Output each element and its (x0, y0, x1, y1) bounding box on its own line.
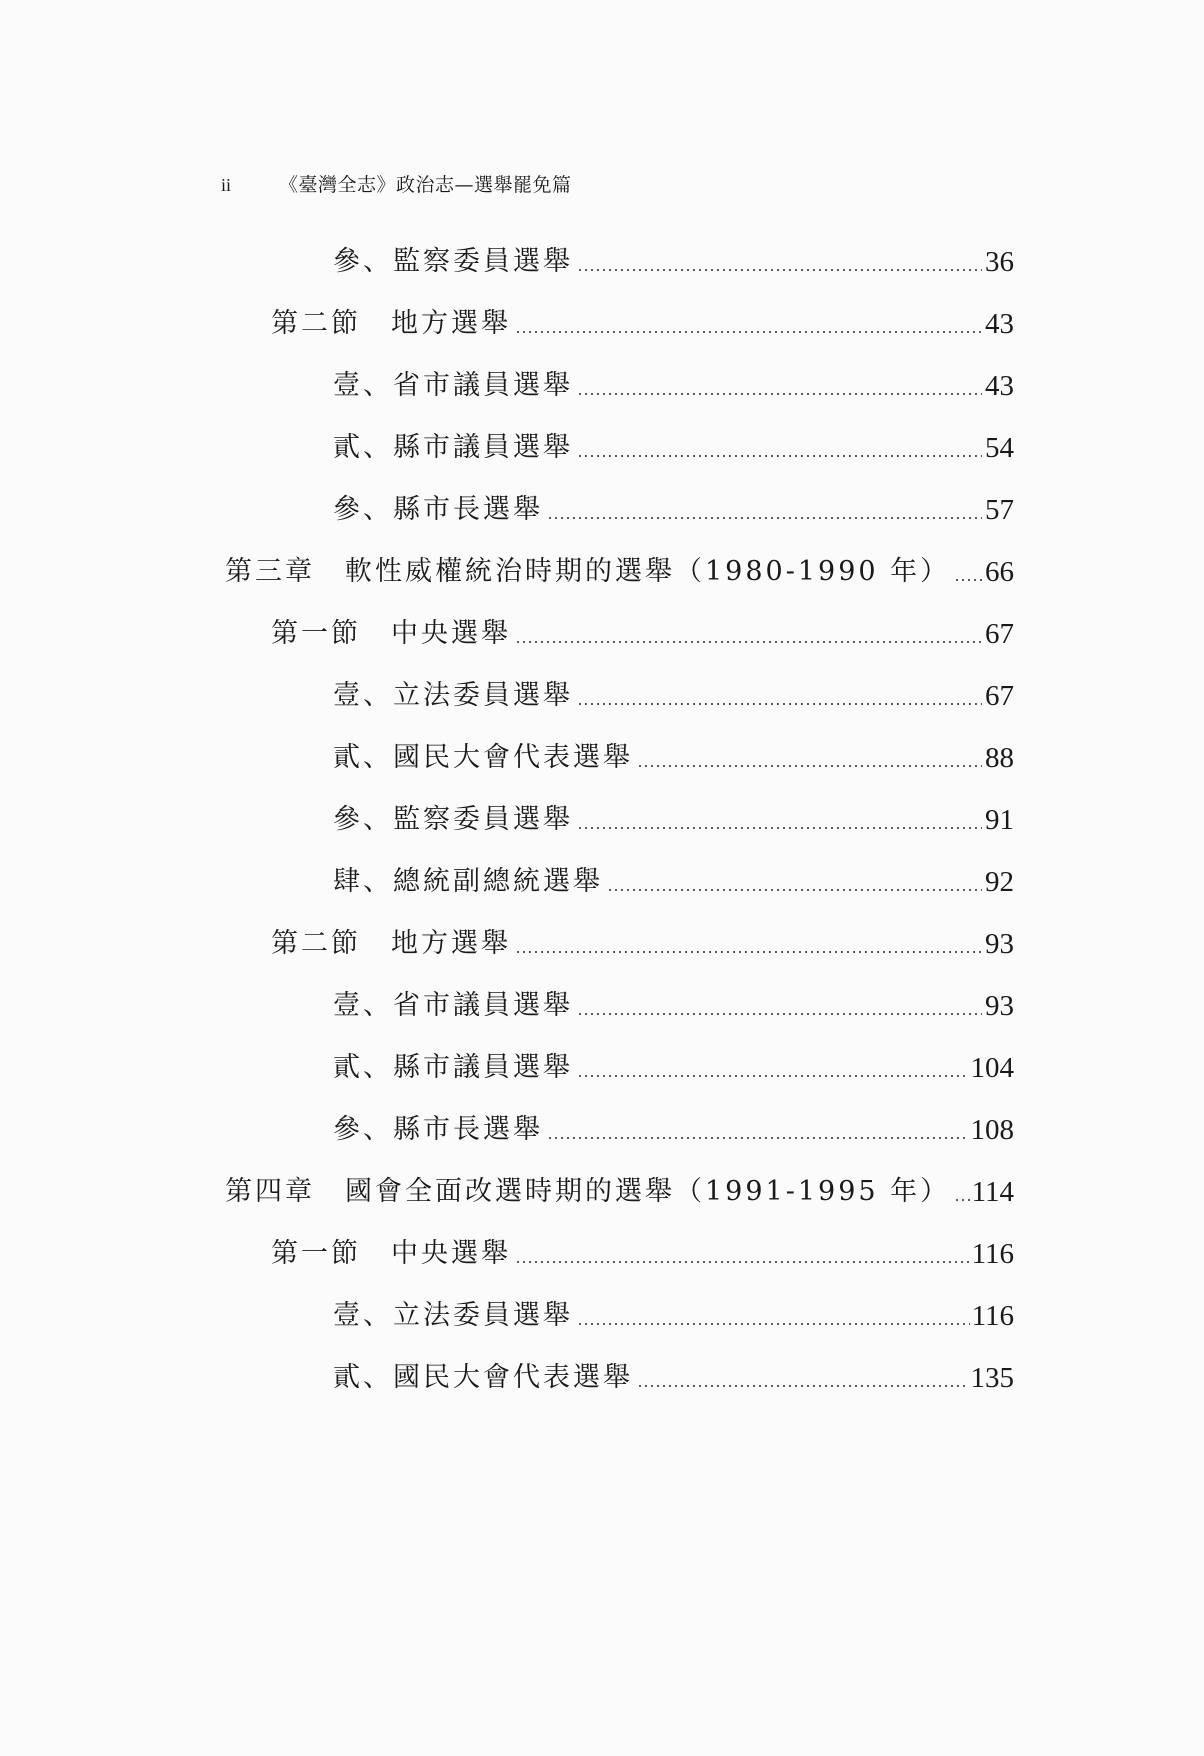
toc-entry-page: 88 (985, 742, 1014, 774)
toc-chapter-entry[interactable] (225, 1172, 1014, 1212)
dot-leader (577, 393, 982, 395)
toc-entry[interactable] (333, 1110, 1014, 1150)
dot-leader (954, 1199, 969, 1201)
toc-entry[interactable] (271, 1234, 1014, 1274)
toc-entry-label: 貳、縣市議員選舉 (333, 1052, 573, 1083)
toc-entry-label: 壹、立法委員選舉 (333, 1300, 573, 1331)
dot-leader (547, 517, 982, 519)
toc-entry-label: 貳、國民大會代表選舉 (333, 742, 633, 773)
toc-entry-page: 91 (985, 804, 1014, 836)
toc-entry-page: 108 (970, 1114, 1014, 1146)
header-book-title: 《臺灣全志》政治志—選舉罷免篇 (279, 174, 572, 196)
toc-entry-label: 參、監察委員選舉 (333, 804, 573, 835)
toc-entry-page: 116 (971, 1238, 1014, 1270)
toc-entry-label: 肆、總統副總統選舉 (333, 866, 603, 897)
dot-leader (637, 1385, 969, 1387)
toc-entry[interactable] (333, 366, 1014, 406)
toc-entry-label: 第一節 中央選舉 (271, 1238, 511, 1269)
toc-entry-label: 第二節 地方選舉 (271, 308, 511, 339)
dot-leader (515, 1261, 970, 1263)
dot-leader (577, 1075, 969, 1077)
dot-leader (577, 1323, 970, 1325)
dot-leader (577, 827, 982, 829)
dot-leader (547, 1137, 969, 1139)
toc-entry-page: 57 (985, 494, 1014, 526)
toc-entry-label: 壹、省市議員選舉 (333, 370, 573, 401)
toc-entry-label: 第三章 軟性威權統治時期的選舉（1980-1990 年） (225, 556, 951, 587)
header-page-number: ii (221, 175, 232, 195)
toc-entry[interactable] (333, 428, 1014, 468)
toc-entry-page: 135 (970, 1362, 1014, 1394)
toc-entry-label: 貳、縣市議員選舉 (333, 432, 573, 463)
toc-entry-page: 114 (971, 1176, 1014, 1208)
dot-leader (515, 951, 982, 953)
dot-leader (637, 765, 982, 767)
toc-entry-page: 67 (985, 680, 1014, 712)
toc-entry-page: 93 (985, 928, 1014, 960)
toc-chapter-entry[interactable] (225, 552, 1014, 592)
toc-entry[interactable] (333, 676, 1014, 716)
dot-leader (954, 579, 982, 581)
toc-entry[interactable] (333, 1358, 1014, 1398)
toc-entry-page: 66 (985, 556, 1014, 588)
toc-entry-label: 第二節 地方選舉 (271, 928, 511, 959)
toc-entry[interactable] (333, 490, 1014, 530)
toc-entry[interactable] (271, 924, 1014, 964)
toc-entry-page: 43 (985, 370, 1014, 402)
dot-leader (607, 889, 982, 891)
toc-entry-label: 壹、立法委員選舉 (333, 680, 573, 711)
toc-entry-label: 第四章 國會全面改選時期的選舉（1991-1995 年） (225, 1176, 951, 1207)
toc-entry[interactable] (333, 1048, 1014, 1088)
dot-leader (577, 269, 982, 271)
toc-entry-page: 54 (985, 432, 1014, 464)
toc-entry[interactable] (271, 304, 1014, 344)
toc-entry-page: 92 (985, 866, 1014, 898)
toc-entry-page: 43 (985, 308, 1014, 340)
toc-entry[interactable] (333, 862, 1014, 902)
toc-entry-label: 參、監察委員選舉 (333, 246, 573, 277)
toc-entry-label: 第一節 中央選舉 (271, 618, 511, 649)
toc-entry-page: 104 (970, 1052, 1014, 1084)
toc-entry-label: 參、縣市長選舉 (333, 1114, 543, 1145)
toc-entry-page: 116 (971, 1300, 1014, 1332)
toc-entry-label: 參、縣市長選舉 (333, 494, 543, 525)
dot-leader (515, 331, 982, 333)
toc-entry-page: 93 (985, 990, 1014, 1022)
toc-entry-label: 貳、國民大會代表選舉 (333, 1362, 633, 1393)
toc-entry-label: 壹、省市議員選舉 (333, 990, 573, 1021)
dot-leader (577, 1013, 982, 1015)
dot-leader (577, 703, 982, 705)
toc-entry[interactable] (333, 738, 1014, 778)
toc-entry-page: 36 (985, 246, 1014, 278)
toc-entry[interactable] (333, 986, 1014, 1026)
running-header (221, 170, 572, 197)
toc-entry-page: 67 (985, 618, 1014, 650)
toc-entry[interactable] (271, 614, 1014, 654)
toc-entry[interactable] (333, 1296, 1014, 1336)
toc-entry[interactable] (333, 242, 1014, 282)
toc-entry[interactable] (333, 800, 1014, 840)
dot-leader (577, 455, 982, 457)
dot-leader (515, 641, 982, 643)
